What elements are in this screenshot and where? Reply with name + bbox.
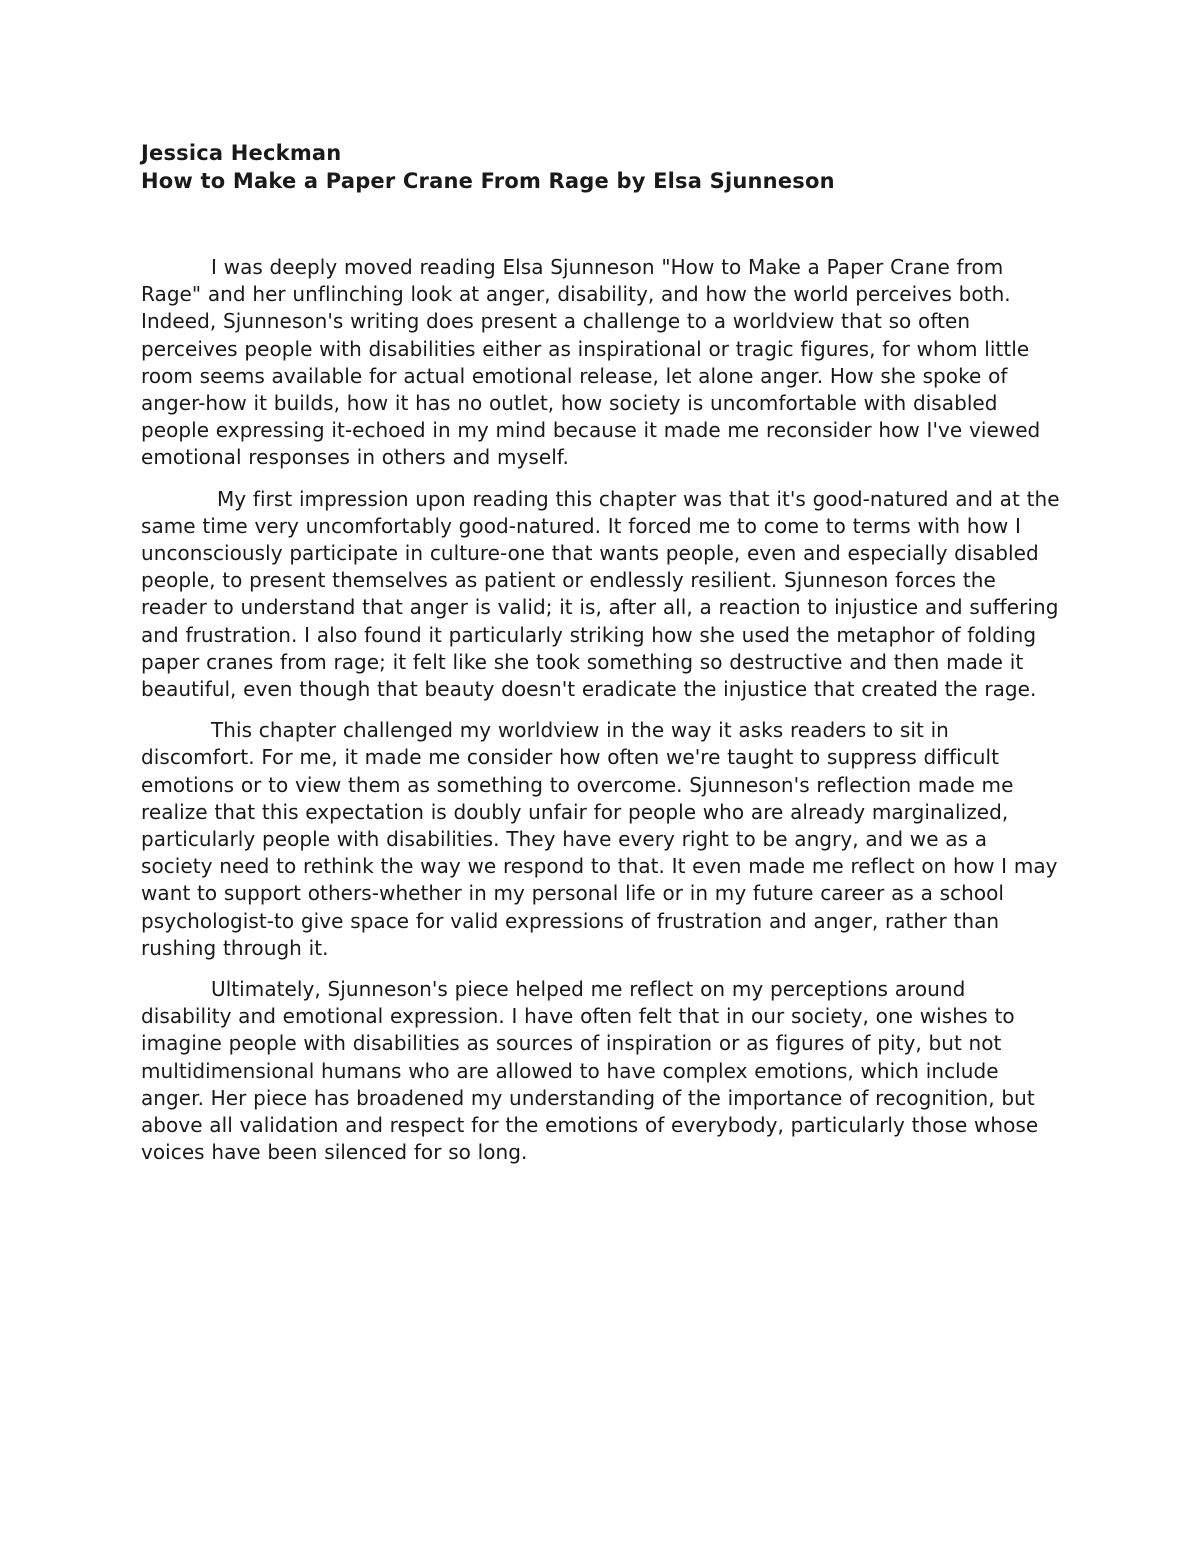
paragraph-3: This chapter challenged my worldview in the way it asks readers to sit in discomfort. For me, it made me consider how often we're taught to suppress difficult emotions or to view them as something to overcome. Sjunneson's reflection made me realize that this expectation is doubly unfair for people who are already marginalized, particularly people with disabilities. They have every right to be angry, and we as a society need to rethink the way we respond to that. It even made me reflect on how I may want to support others-whether in my personal life or in my future career as a school psychologist-to give space for valid expressions of frustration and anger, rather than rushing through it.	[141, 718, 1058, 960]
document-title: How to Make a Paper Crane From Rage by Elsa Sjunneson	[141, 169, 835, 193]
document-page	[141, 139, 1061, 1181]
author-name: Jessica Heckman	[141, 141, 342, 165]
document-body	[141, 254, 1061, 1167]
paragraph-2: My first impression upon reading this chapter was that it's good-natured and at the same time very uncomfortably good-natured. It forced me to come to terms with how I unconsciously participate in culture-one that wants people, even and especially disabled people, to present themselves as patient or endlessly resilient. Sjunneson forces the reader to understand that anger is valid; it is, after all, a reaction to injustice and suffering and frustration. I also found it particularly striking how she used the metaphor of folding paper cranes from rage; it felt like she took something so destructive and then made it beautiful, even though that beauty doesn't eradicate the injustice that created the rage.	[141, 486, 1060, 702]
paragraph-4: Ultimately, Sjunneson's piece helped me reflect on my perceptions around disability and emotional expression. I have often felt that in our society, one wishes to imagine people with disabilities as sources of inspiration or as figures of pity, but not multidimensional humans who are allowed to have complex emotions, which include anger. Her piece has broadened my understanding of the importance of recognition, but above all validation and respect for the emotions of everybody, particularly those whose voices have been silenced for so long.	[141, 977, 1039, 1165]
paragraph-1: I was deeply moved reading Elsa Sjunneson "How to Make a Paper Crane from Rage" and her unflinching look at anger, disability, and how the world perceives both. Indeed, Sjunneson's writing does present a challenge to a worldview that so often perceives people with disabilities either as inspirational or tragic figures, for whom little room seems available for actual emotional release, let alone anger. How she spoke of anger-how it builds, how it has no outlet, how society is uncomfortable with disabled people expressing it-echoed in my mind because it made me reconsider how I've viewed emotional responses in others and myself.	[141, 255, 1041, 470]
